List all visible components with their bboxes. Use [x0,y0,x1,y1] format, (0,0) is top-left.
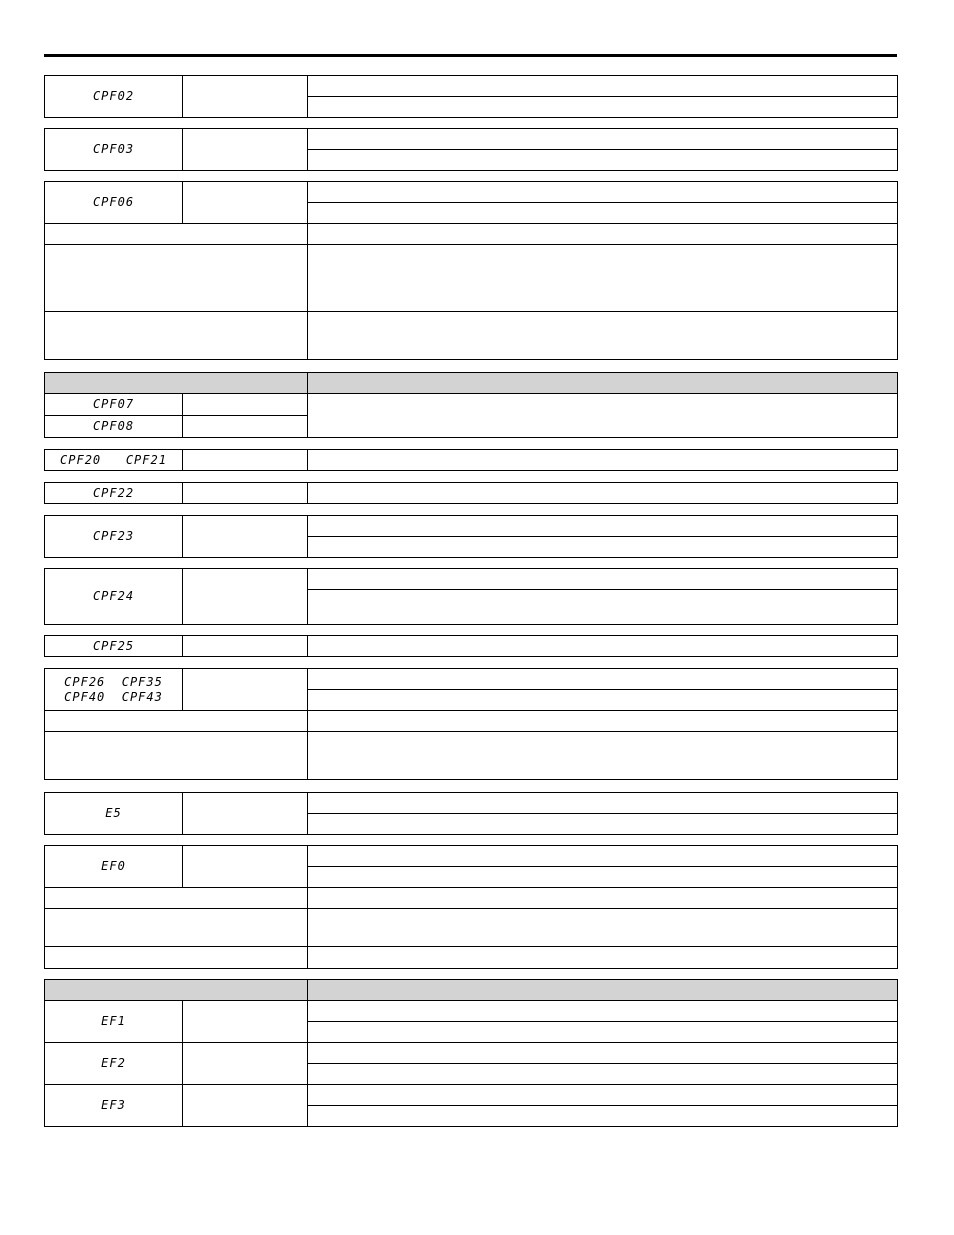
cause-header-cell [45,224,308,245]
fault-name-cell [183,846,308,888]
fault-name-cell [183,793,308,835]
fault-code-cpf40-cpf43: CPF40 CPF43 [64,689,163,704]
fault-desc-cell [308,129,898,150]
fault-code-cpf22: CPF22 [45,483,183,504]
fault-table-cpf25 [44,635,898,657]
cause-cell [45,947,308,969]
column-header-left [45,980,308,1001]
fault-desc-cell [308,669,898,690]
cause-header-cell [45,888,308,909]
header-rule [44,54,897,57]
fault-table-cpf03 [44,128,898,171]
fault-table-cpf24 [44,568,898,625]
fault-table-cpf23 [44,515,898,558]
fault-desc-cell [308,150,898,171]
fault-desc-cell [308,690,898,711]
remedy-cell [308,909,898,947]
fault-code-cpf24: CPF24 [45,569,183,625]
remedy-cell [308,732,898,780]
cause-cell [45,312,308,360]
fault-code-cpf23: CPF23 [45,516,183,558]
fault-code-cpf25: CPF25 [45,636,183,657]
fault-table-cpf07-cpf08 [44,372,898,438]
fault-desc-cell [308,516,898,537]
fault-desc-cell [308,450,898,471]
remedy-header-cell [308,224,898,245]
fault-desc-cell [308,394,898,438]
fault-code-ef0: EF0 [45,846,183,888]
fault-code-ef2: EF2 [45,1043,183,1085]
fault-desc-cell [308,1064,898,1085]
remedy-cell [308,947,898,969]
fault-table-cpf20-cpf21 [44,449,898,471]
column-header-right [308,373,898,394]
fault-name-cell [183,416,308,438]
fault-name-cell [183,1085,308,1127]
fault-desc-cell [308,537,898,558]
fault-table-cpf06 [44,181,898,360]
fault-code-cpf03: CPF03 [45,129,183,171]
column-header-right [308,980,898,1001]
fault-desc-cell [308,97,898,118]
fault-code-cpf08: CPF08 [45,416,183,438]
column-header-left [45,373,308,394]
fault-code-cpf26-cpf43 [45,669,183,711]
fault-name-cell [183,129,308,171]
fault-desc-cell [308,793,898,814]
fault-code-cpf20-cpf21: CPF20 CPF21 [45,450,183,471]
fault-name-cell [183,636,308,657]
fault-code-ef1: EF1 [45,1001,183,1043]
fault-name-cell [183,669,308,711]
fault-code-cpf07: CPF07 [45,394,183,416]
fault-desc-cell [308,1001,898,1022]
fault-table-ef0 [44,845,898,969]
fault-desc-cell [308,1085,898,1106]
fault-table-cpf26-cpf43 [44,668,898,780]
fault-table-cpf22 [44,482,898,504]
fault-desc-cell [308,203,898,224]
fault-desc-cell [308,1106,898,1127]
remedy-cell [308,312,898,360]
fault-desc-cell [308,76,898,97]
fault-table-cpf02 [44,75,898,118]
fault-desc-cell [308,636,898,657]
fault-desc-cell [308,182,898,203]
fault-desc-cell [308,483,898,504]
remedy-header-cell [308,711,898,732]
fault-name-cell [183,182,308,224]
fault-name-cell [183,1043,308,1085]
fault-code-cpf26-cpf35: CPF26 CPF35 [64,674,163,689]
fault-table-ef1-ef3 [44,979,898,1127]
fault-desc-cell [308,814,898,835]
fault-name-cell [183,483,308,504]
fault-name-cell [183,394,308,416]
cause-cell [45,245,308,312]
fault-code-cpf02: CPF02 [45,76,183,118]
fault-desc-cell [308,1043,898,1064]
fault-name-cell [183,76,308,118]
cause-header-cell [45,711,308,732]
fault-code-cpf06: CPF06 [45,182,183,224]
fault-desc-cell [308,590,898,625]
fault-desc-cell [308,1022,898,1043]
fault-code-e5: E5 [45,793,183,835]
cause-cell [45,732,308,780]
fault-desc-cell [308,867,898,888]
fault-table-e5 [44,792,898,835]
fault-code-ef3: EF3 [45,1085,183,1127]
fault-name-cell [183,450,308,471]
remedy-header-cell [308,888,898,909]
fault-name-cell [183,569,308,625]
fault-desc-cell [308,569,898,590]
remedy-cell [308,245,898,312]
fault-desc-cell [308,846,898,867]
fault-name-cell [183,1001,308,1043]
cause-cell [45,909,308,947]
fault-name-cell [183,516,308,558]
